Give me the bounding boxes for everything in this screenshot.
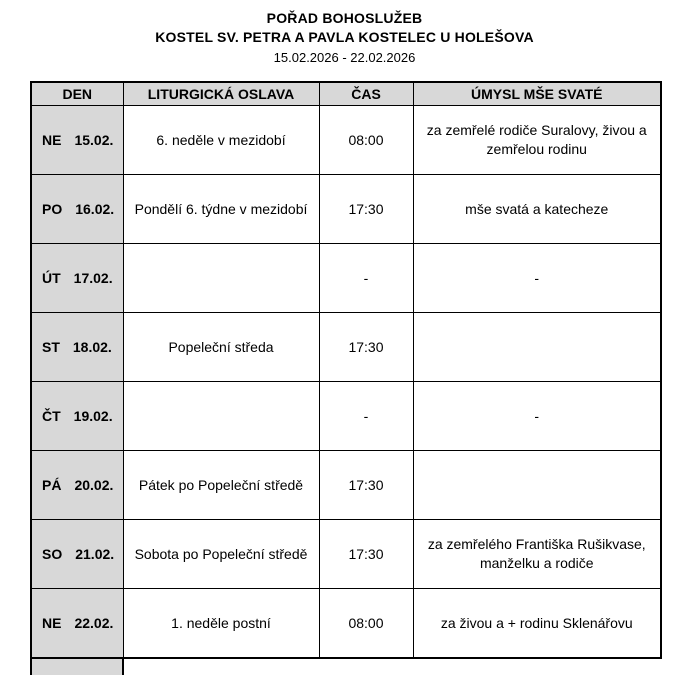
celebration-cell: Sobota po Popeleční středě <box>123 520 319 589</box>
day-abbrev: PO <box>42 200 63 217</box>
time-cell: 17:30 <box>319 520 413 589</box>
day-cell <box>31 451 123 520</box>
day-date: 22.02. <box>74 614 114 631</box>
celebration-cell: Pondělí 6. týdne v mezidobí <box>123 175 319 244</box>
day-cell <box>31 244 123 313</box>
day-date: 19.02. <box>73 407 113 424</box>
day-cell <box>31 382 123 451</box>
day-abbrev: NE <box>42 614 62 631</box>
time-cell: - <box>319 244 413 313</box>
day-abbrev: ÚT <box>42 269 61 286</box>
intention-cell: mše svatá a katecheze <box>413 175 661 244</box>
day-abbrev: NE <box>42 131 62 148</box>
celebration-cell: 1. neděle postní <box>123 589 319 659</box>
intention-cell: za živou a + rodinu Sklenářovu <box>413 589 661 659</box>
date-range: 15.02.2026 - 22.02.2026 <box>273 50 416 65</box>
time-cell: - <box>319 382 413 451</box>
schedule-table <box>30 81 662 659</box>
day-cell <box>31 520 123 589</box>
table-row <box>31 520 661 589</box>
table-row <box>31 451 661 520</box>
day-cell <box>31 106 123 175</box>
day-date: 21.02. <box>75 545 115 562</box>
day-date: 18.02. <box>72 338 112 355</box>
day-abbrev: SO <box>42 545 63 562</box>
day-date: 20.02. <box>74 476 114 493</box>
column-header-cas: ČAS <box>319 82 413 106</box>
page-title: POŘAD BOHOSLUŽEB <box>266 10 423 26</box>
table-row <box>31 313 661 382</box>
time-cell: 08:00 <box>319 106 413 175</box>
celebration-cell: Popeleční středa <box>123 313 319 382</box>
intention-cell <box>413 313 661 382</box>
day-abbrev: ČT <box>42 407 61 424</box>
day-cell <box>31 175 123 244</box>
table-row <box>31 382 661 451</box>
footer-spacer-cell <box>30 659 124 675</box>
day-date: 15.02. <box>74 131 114 148</box>
page-subtitle: KOSTEL SV. PETRA A PAVLA KOSTELEC U HOLEŠOVA <box>155 29 534 45</box>
intention-cell: za zemřelé rodiče Suralovy, živou a zemřelou rodinu <box>413 106 661 175</box>
celebration-cell: Pátek po Popeleční středě <box>123 451 319 520</box>
column-header-umysl-mse-svate: ÚMYSL MŠE SVATÉ <box>413 82 661 106</box>
day-cell <box>31 313 123 382</box>
time-cell: 17:30 <box>319 451 413 520</box>
table-row <box>31 175 661 244</box>
day-abbrev: ST <box>42 338 60 355</box>
day-abbrev: PÁ <box>42 476 62 493</box>
table-row <box>31 106 661 175</box>
time-cell: 08:00 <box>319 589 413 659</box>
intention-cell: za zemřelého Františka Rušikvase, manželku a rodiče <box>413 520 661 589</box>
time-cell: 17:30 <box>319 175 413 244</box>
table-header-row <box>31 82 661 106</box>
intention-cell: - <box>413 244 661 313</box>
intention-cell: - <box>413 382 661 451</box>
column-header-liturgicka-oslava: LITURGICKÁ OSLAVA <box>123 82 319 106</box>
column-header-den: DEN <box>31 82 123 106</box>
day-date: 17.02. <box>73 269 113 286</box>
table-row <box>31 589 661 659</box>
document-header <box>0 0 689 65</box>
table-row <box>31 244 661 313</box>
intention-cell <box>413 451 661 520</box>
day-cell <box>31 589 123 659</box>
day-date: 16.02. <box>75 200 115 217</box>
celebration-cell: 6. neděle v mezidobí <box>123 106 319 175</box>
celebration-cell <box>123 244 319 313</box>
time-cell: 17:30 <box>319 313 413 382</box>
celebration-cell <box>123 382 319 451</box>
